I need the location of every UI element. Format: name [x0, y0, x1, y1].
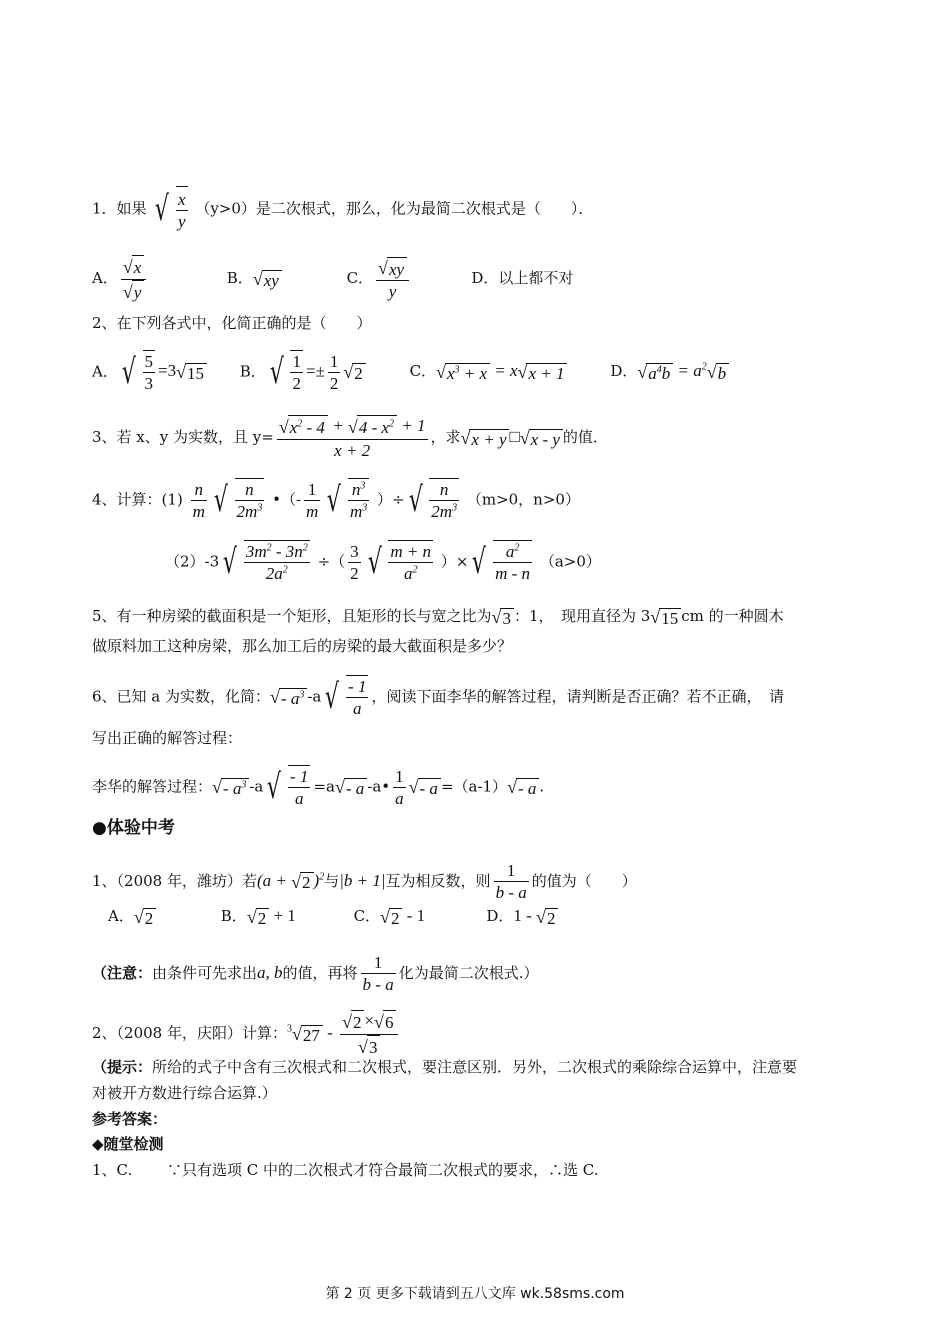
exam-question-1: 1、（2008 年，潍坊）若(a + √2 )$^2$与|b + 1|互为相反数，则 $\frac{1}{b - a}$ 的值为（ ）	[92, 861, 637, 903]
question-5-text-b: ：1， 现用直径为 3	[513, 607, 651, 625]
question-6-solution-label: 李华的解答过程：	[92, 777, 213, 796]
question-1-label: 1．如果	[92, 199, 147, 218]
note-text-c: 化为最简二次根式.）	[398, 963, 539, 982]
exam-tip-line2	[92, 1086, 890, 1101]
exam-note: （注意：由条件可先求出a, b的值，再将 $\frac{1}{b - a}$ 化为最简二次根式.）	[92, 953, 539, 995]
question-5-text-c: cm 的一种圆木	[681, 607, 784, 625]
question-6-label: 6、已知 a 为实数，化简：	[92, 687, 271, 706]
option-d: D．以上都不对	[471, 269, 574, 288]
question-4-part1: 4、计算：(1) $\frac{n}{m}$ √ $\frac{n}{2m^3}$ •（- $\frac{1}{m}$ √ $\frac{n^3}{m^3}$ ）÷ √ $\frac{n}{2m^3}$ （m>0，n>0）	[92, 479, 580, 522]
exam-option-b: B．	[220, 907, 247, 925]
exam-question-1-end: 的值为（ ）	[531, 871, 637, 890]
option-c: C．	[409, 362, 437, 381]
exam-option-c: C．	[353, 907, 381, 925]
question-5-text-line2: 做原料加工这种房梁，那么加工后的房梁的最大截面积是多少？	[92, 637, 513, 655]
question-1-options: A． $\frac{√x}{√y}$ B．√xy C． $\frac{√xy}{y}$ D．以上都不对	[92, 256, 574, 303]
question-6-line2	[92, 731, 890, 746]
question-4-label-2: （2）-3	[165, 552, 220, 571]
option-a: A．	[92, 362, 118, 381]
exam-option-d: D．	[486, 907, 514, 925]
note-text-a: 由条件可先求出	[152, 963, 258, 982]
exam-tip-line1	[92, 1060, 890, 1075]
section-heading: ●体验中考	[92, 818, 175, 838]
question-6-text: ，阅读下面李华的解答过程，请判断是否正确？若不正确， 请	[371, 687, 784, 706]
exam-question-1-mid: 与	[324, 871, 340, 890]
question-3: 3、若 x、y 为实数，且 y= $\frac{√x^2 - 4 + √4 - x^2 + 1}{x + 2}$ ，求√x + y □√x - y 的值．	[92, 416, 608, 460]
question-4-label: 4、计算：(1)	[92, 490, 183, 509]
tip-label: （提示：	[92, 1058, 153, 1076]
question-2-text: 2、在下列各式中，化简正确的是（ ）	[92, 314, 372, 332]
question-4-condition-1: （m>0，n>0）	[466, 490, 580, 509]
option-d: D．	[610, 362, 638, 381]
question-3-label: 3、若 x、y 为实数，且 y=	[92, 427, 274, 446]
question-5-text-a: 5、有一种房梁的截面积是一个矩形，且矩形的长与宽之比为	[92, 607, 492, 625]
tip-text-line2: 对被开方数进行综合运算.）	[92, 1084, 277, 1102]
question-6-text-line2: 写出正确的解答过程：	[92, 729, 243, 747]
question-1	[92, 186, 890, 233]
question-5-line2	[92, 639, 890, 654]
answer-1: 1、C. ∵只有选项 C 中的二次根式才符合最简二次根式的要求，∴选 C.	[92, 1161, 599, 1179]
sqrt-x-over-y: √ $\frac{x}{y}$	[151, 186, 190, 233]
question-2-options: A． √ $\frac{5}{3}$ =3√15 B． √ $\frac{1}{2}$ =± $\frac{1}{2}$ √2 C．$√x^3 + x = x√x + 1$ D．$√a^4b = a^2√b$	[92, 350, 890, 395]
exam-option-a: A．	[108, 907, 134, 925]
page-footer: 第 2 页 更多下载请到五八文库 wk.58sms.com	[325, 1286, 625, 1302]
question-5-line1: 5、有一种房梁的截面积是一个矩形，且矩形的长与宽之比为√3 ：1， 现用直径为 3√15 cm 的一种圆木	[92, 607, 784, 628]
option-b: B．	[226, 269, 253, 288]
question-6-line1: 6、已知 a 为实数，化简：√- $a^3$ -a √ $\frac{- 1}{a}$ ，阅读下面李华的解答过程，请判断是否正确？若不正确， 请	[92, 677, 784, 719]
option-a: A．	[92, 269, 118, 288]
question-3-post: 的值．	[562, 427, 608, 446]
exam-question-1-label: 1、（2008 年，潍坊）若	[92, 871, 257, 890]
question-4-part2: （2）-3 √ $\frac{3m^2 - 3n^2}{2a^2}$ ÷（ $\frac{3}{2}$ √ $\frac{m + n}{a^2}$ ）× √ $\frac{a^2}{m - n}$ （a>0）	[165, 541, 601, 584]
answers-heading: 参考答案：	[92, 1110, 168, 1128]
exam-question-1-options: A．√2 B．√2 + 1 C．√2 - 1 D．1 - √2	[108, 907, 890, 927]
question-4-condition-2: （a>0）	[539, 552, 601, 571]
note-label: （注意：	[92, 963, 153, 982]
option-b: B．	[239, 362, 266, 381]
question-6-line3: 李华的解答过程：√- $a^3$ -a √ $\frac{- 1}{a}$ =a√- a -a• $\frac{1}{a}$ √- a =（a-1）√- a .	[92, 766, 545, 809]
question-1-condition: （y>0）是二次根式，那么，化为最简二次根式是（ ）．	[195, 199, 594, 218]
question-2	[92, 316, 890, 331]
exam-question-2: 2、（2008 年，庆阳）计算：$^3$√27 - $\frac{√2 \times√6}{√3}$	[92, 1010, 890, 1058]
tip-text-line1: 所给的式子中含有三次根式和二次根式，要注意区别．另外，二次根式的乘除综合运算中，注意要	[152, 1058, 798, 1076]
question-3-mid: ，求	[430, 427, 461, 446]
exam-question-1-post: 互为相反数，则	[385, 871, 491, 890]
option-c: C．	[346, 269, 374, 288]
note-text-b: 的值，再将	[282, 963, 358, 982]
exam-question-2-label: 2、（2008 年，庆阳）计算：	[92, 1024, 287, 1043]
answers-subheading: ◆随堂检测	[92, 1135, 164, 1153]
